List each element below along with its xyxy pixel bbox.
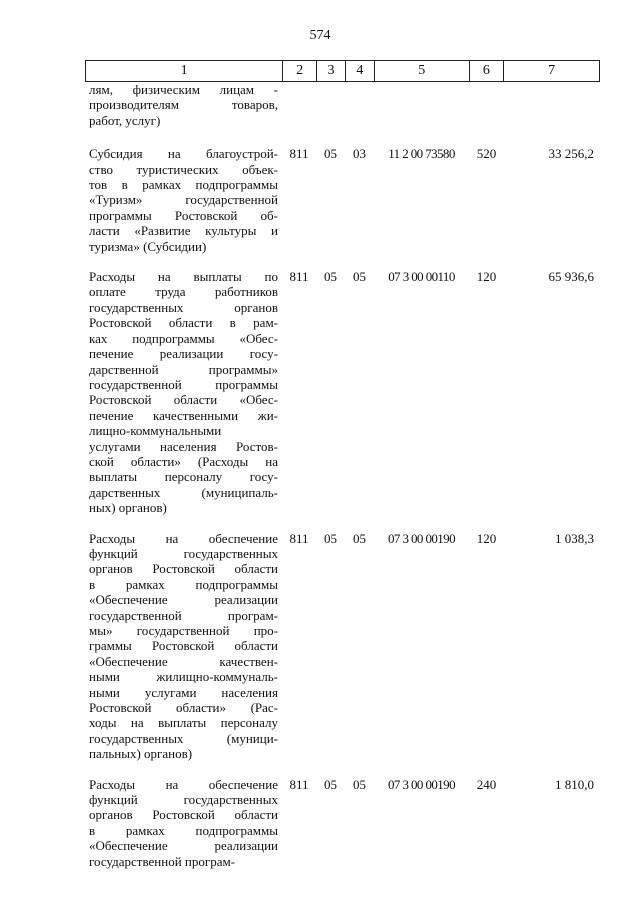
description-line: программы Ростовской об- [89, 207, 278, 223]
amount: 1 810,0 [555, 776, 594, 792]
expense-type-code: 240 [476, 776, 497, 792]
description-line: в рамках подпрограммы [89, 576, 278, 592]
expense-type-code: 120 [476, 269, 497, 285]
description-line: работ, услуг) [89, 112, 161, 128]
description-line: ными услугами населения [89, 684, 278, 700]
description-line: ласти «Развитие культуры и [89, 223, 278, 239]
description-line: государственной програм- [89, 607, 278, 623]
description-line: ство туристических объек- [89, 161, 278, 177]
header-col-4: 4 [345, 61, 374, 81]
description-line: «Обеспечение качествен- [89, 653, 278, 669]
expense-type-code: 520 [476, 146, 497, 162]
target-article-code: 07 3 00 00190 [388, 530, 455, 546]
row-description [85, 146, 282, 254]
description-line: Ростовской области «Обес- [89, 392, 278, 408]
section-code: 05 [324, 776, 337, 792]
expense-type-code: 120 [476, 530, 497, 546]
description-line: оплате труда работников [89, 284, 278, 300]
description-line: «Туризм» государственной [89, 192, 278, 208]
target-article-code: 07 3 00 00190 [388, 776, 455, 792]
description-line: дарственных (муниципаль- [89, 484, 278, 500]
section-code: 05 [324, 146, 337, 162]
header-col-3: 3 [316, 61, 345, 81]
row-description [85, 531, 282, 762]
description-line: мы» государственной про- [89, 623, 278, 638]
header-col-1: 1 [180, 63, 188, 78]
expense-type-code [469, 82, 504, 128]
subsection-code [345, 82, 374, 128]
description-line: Расходы на обеспечение [89, 530, 278, 546]
subsection-code: 05 [353, 776, 366, 792]
description-line: государственных органов [89, 299, 278, 315]
description-line: ходы на выплаты персоналу [89, 715, 278, 731]
description-line: лям, физическим лицам - [89, 82, 278, 97]
table-row [85, 82, 600, 128]
header-col-6: 6 [469, 61, 504, 81]
description-line: печение реализации госу- [89, 346, 278, 362]
subsection-code: 05 [353, 269, 366, 285]
description-line: выплаты персоналу госу- [89, 469, 278, 485]
section-code [316, 82, 345, 128]
description-line: Ростовской области в рам- [89, 315, 278, 331]
target-article-code: 11 2 00 73580 [388, 146, 455, 162]
description-line: в рамках подпрограммы [89, 822, 278, 838]
description-line: услугами населения Ростов- [89, 438, 278, 454]
description-line: органов Ростовской области [89, 807, 278, 823]
description-line: печение качественными жи- [89, 407, 278, 423]
table-row [85, 531, 600, 762]
amount: 33 256,2 [548, 146, 594, 162]
description-line: тов в рамках подпрограммы [89, 177, 278, 193]
amount [504, 82, 600, 128]
target-article-code [374, 82, 469, 128]
description-line: функций государственных [89, 545, 278, 561]
budget-table [85, 60, 600, 869]
page-number: 574 [309, 28, 331, 43]
table-row [85, 777, 600, 869]
description-line: функций государственных [89, 792, 278, 808]
description-line: производителям товаров, [89, 97, 278, 113]
amount: 1 038,3 [555, 530, 594, 546]
header-col-5: 5 [374, 61, 469, 81]
description-line: органов Ростовской области [89, 561, 278, 577]
table-body [85, 82, 600, 869]
description-line: государственной программы [89, 376, 278, 392]
ministry-code: 811 [289, 269, 309, 285]
table-row [85, 269, 600, 516]
description-line: лищно-коммунальными [89, 423, 222, 439]
ministry-code: 811 [289, 776, 309, 792]
description-line: туризма» (Субсидии) [89, 238, 207, 254]
ministry-code: 811 [289, 146, 309, 162]
description-line: ными жилищно-коммуналь- [89, 669, 278, 685]
row-description [85, 777, 282, 869]
description-line: «Обеспечение реализации [89, 838, 278, 854]
subsection-code: 03 [353, 146, 366, 162]
amount: 65 936,6 [548, 269, 594, 285]
table-row [85, 146, 600, 254]
row-description [85, 82, 282, 128]
description-line: Субсидия на благоустрой- [89, 146, 278, 162]
description-line: Ростовской области» (Рас- [89, 700, 278, 716]
description-line: государственных (муници- [89, 730, 278, 746]
description-line: ках подпрограммы «Обес- [89, 330, 278, 346]
ministry-code: 811 [289, 530, 309, 546]
description-line: пальных) органов) [89, 746, 193, 762]
subsection-code: 05 [353, 530, 366, 546]
header-col-7: 7 [503, 61, 599, 81]
description-line: Расходы на обеспечение [89, 776, 278, 792]
description-line: Расходы на выплаты по [89, 269, 278, 285]
header-col-2: 2 [282, 61, 316, 81]
table-header [85, 60, 600, 82]
description-line: ных) органов) [89, 500, 167, 516]
section-code: 05 [324, 269, 337, 285]
description-line: дарственной программы» [89, 361, 278, 377]
description-line: государственной програм- [89, 853, 236, 869]
section-code: 05 [324, 530, 337, 546]
description-line: граммы Ростовской области [89, 638, 278, 654]
description-line: ской области» (Расходы на [89, 453, 278, 469]
description-line: «Обеспечение реализации [89, 592, 278, 608]
target-article-code: 07 3 00 00110 [388, 269, 455, 285]
row-description [85, 269, 282, 516]
ministry-code [282, 82, 316, 128]
